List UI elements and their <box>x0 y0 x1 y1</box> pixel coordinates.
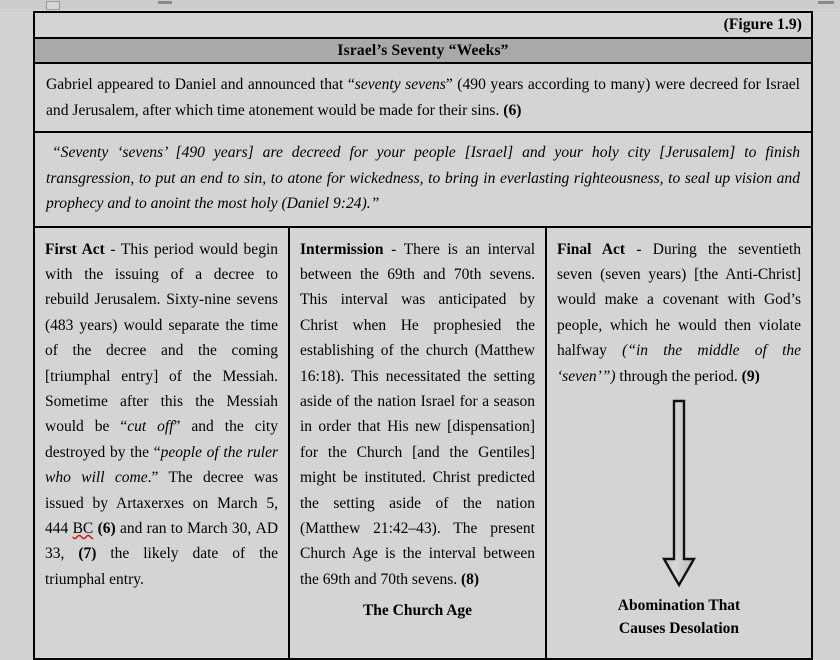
intermission-dash: - <box>383 240 404 258</box>
first-act-text6: the likely date of the triumphal entry. <box>45 545 279 588</box>
down-arrow-icon <box>659 399 699 589</box>
column-final-act <box>547 228 811 658</box>
first-act-era-ad: AD <box>255 519 279 537</box>
intermission-text: There is an interval between the 69th and 70th sevens. This interval was anticipated by Christ when He prophesied the establishing of the church (Matthew 16:18). This necessitated the setting aside of the nation Israel for a season in order that His new [dispensation] for the Church [and the Gentiles] might be instituted. Christ predicted the setting aside of the nation (Matthew 21:42–43). The present Church Age is the interval between the 69th and 70th sevens. <box>300 240 536 588</box>
first-act-text5: 33, <box>45 545 79 563</box>
intro-text-part2: ” (490 years according to many) were decreed for Israel and Jerusalem, after which time atonement would be made for their sins. <box>46 76 800 119</box>
first-act-text2: ” and the city destroyed by the “ <box>45 418 278 461</box>
final-act-italic-middle-of-seven: (“in the middle of the ‘seven’”) <box>557 342 802 385</box>
scripture-quote-row <box>35 133 811 228</box>
figure-number-row <box>35 13 811 39</box>
first-act-era-bc: BC <box>72 519 94 537</box>
first-act-text4: and ran to March 30, <box>115 519 256 537</box>
first-act-footnote-ref-6: (6) <box>93 519 116 537</box>
final-act-paragraph <box>557 237 801 389</box>
first-act-text1: This period would begin with the issuing of a decree to rebuild Jerusalem. Sixty-nine sevens (483 years) would separate the time of the decree and the coming [triumphal entry] of the Messiah. Sometime after this the Messiah would be “ <box>45 240 278 436</box>
intro-footnote-ref: (6) <box>503 101 522 119</box>
intro-paragraph-row <box>35 64 811 133</box>
abomination-caption-line1: Abomination That <box>617 596 741 614</box>
column-first-act <box>35 228 290 658</box>
intro-paragraph <box>46 72 800 123</box>
first-act-italic-people-of-ruler: people of the ruler who will come <box>45 443 279 487</box>
first-act-dash: - <box>104 240 121 258</box>
figure-table <box>33 11 813 660</box>
final-act-text1: During the seventieth seven (seven years) [the Anti-Christ] would make a covenant with God’s people, which he would then violate halfway <box>557 240 801 360</box>
column-intermission <box>290 228 547 658</box>
intermission-paragraph <box>300 237 535 593</box>
final-act-dash: - <box>625 240 653 258</box>
final-act-heading: Final Act <box>557 240 626 258</box>
ruler-mark-right <box>818 1 834 4</box>
church-age-caption-wrapper <box>300 592 535 649</box>
figure-title-text: Israel’s Seventy “Weeks” <box>337 41 509 59</box>
intermission-footnote-ref-8: (8) <box>461 570 480 588</box>
first-act-footnote-ref-7: (7) <box>78 545 97 563</box>
scripture-quote-text: “Seventy ‘sevens’ [490 years] are decreed for your people [Israel] and your holy city [Jerusalem] to finish transgression, to put an end to sin, to atone for wickedness, to bring in everlasting righteousness, to seal up vision and prophecy and to anoint the most holy (Daniel 9:24).” <box>46 144 800 212</box>
three-column-row <box>35 228 811 658</box>
abomination-caption-line2: Causes Desolation <box>618 619 740 637</box>
first-act-paragraph <box>45 237 278 593</box>
top-ruler-strip <box>0 0 840 9</box>
intro-italic-seventy-sevens: seventy sevens <box>354 76 446 93</box>
ruler-mark-left <box>46 1 60 10</box>
church-age-caption: The Church Age <box>362 601 473 619</box>
final-act-text2: through the period. <box>615 367 742 385</box>
ruler-mark-center <box>158 1 172 4</box>
figure-title-banner <box>35 39 811 64</box>
first-act-italic-cut-off: cut off <box>127 418 174 436</box>
final-act-footnote-ref-9: (9) <box>741 367 760 385</box>
intro-text-part1: Gabriel appeared to Daniel and announced that “ <box>46 76 355 93</box>
intermission-heading: Intermission <box>300 240 384 258</box>
arrow-wrapper <box>557 389 801 594</box>
figure-number-label: (Figure 1.9) <box>723 16 802 33</box>
first-act-heading: First Act <box>45 240 105 258</box>
abomination-caption-wrapper <box>557 594 801 650</box>
first-act-text3: .” The decree was issued by Artaxerxes on March 5, 444 <box>45 469 278 537</box>
